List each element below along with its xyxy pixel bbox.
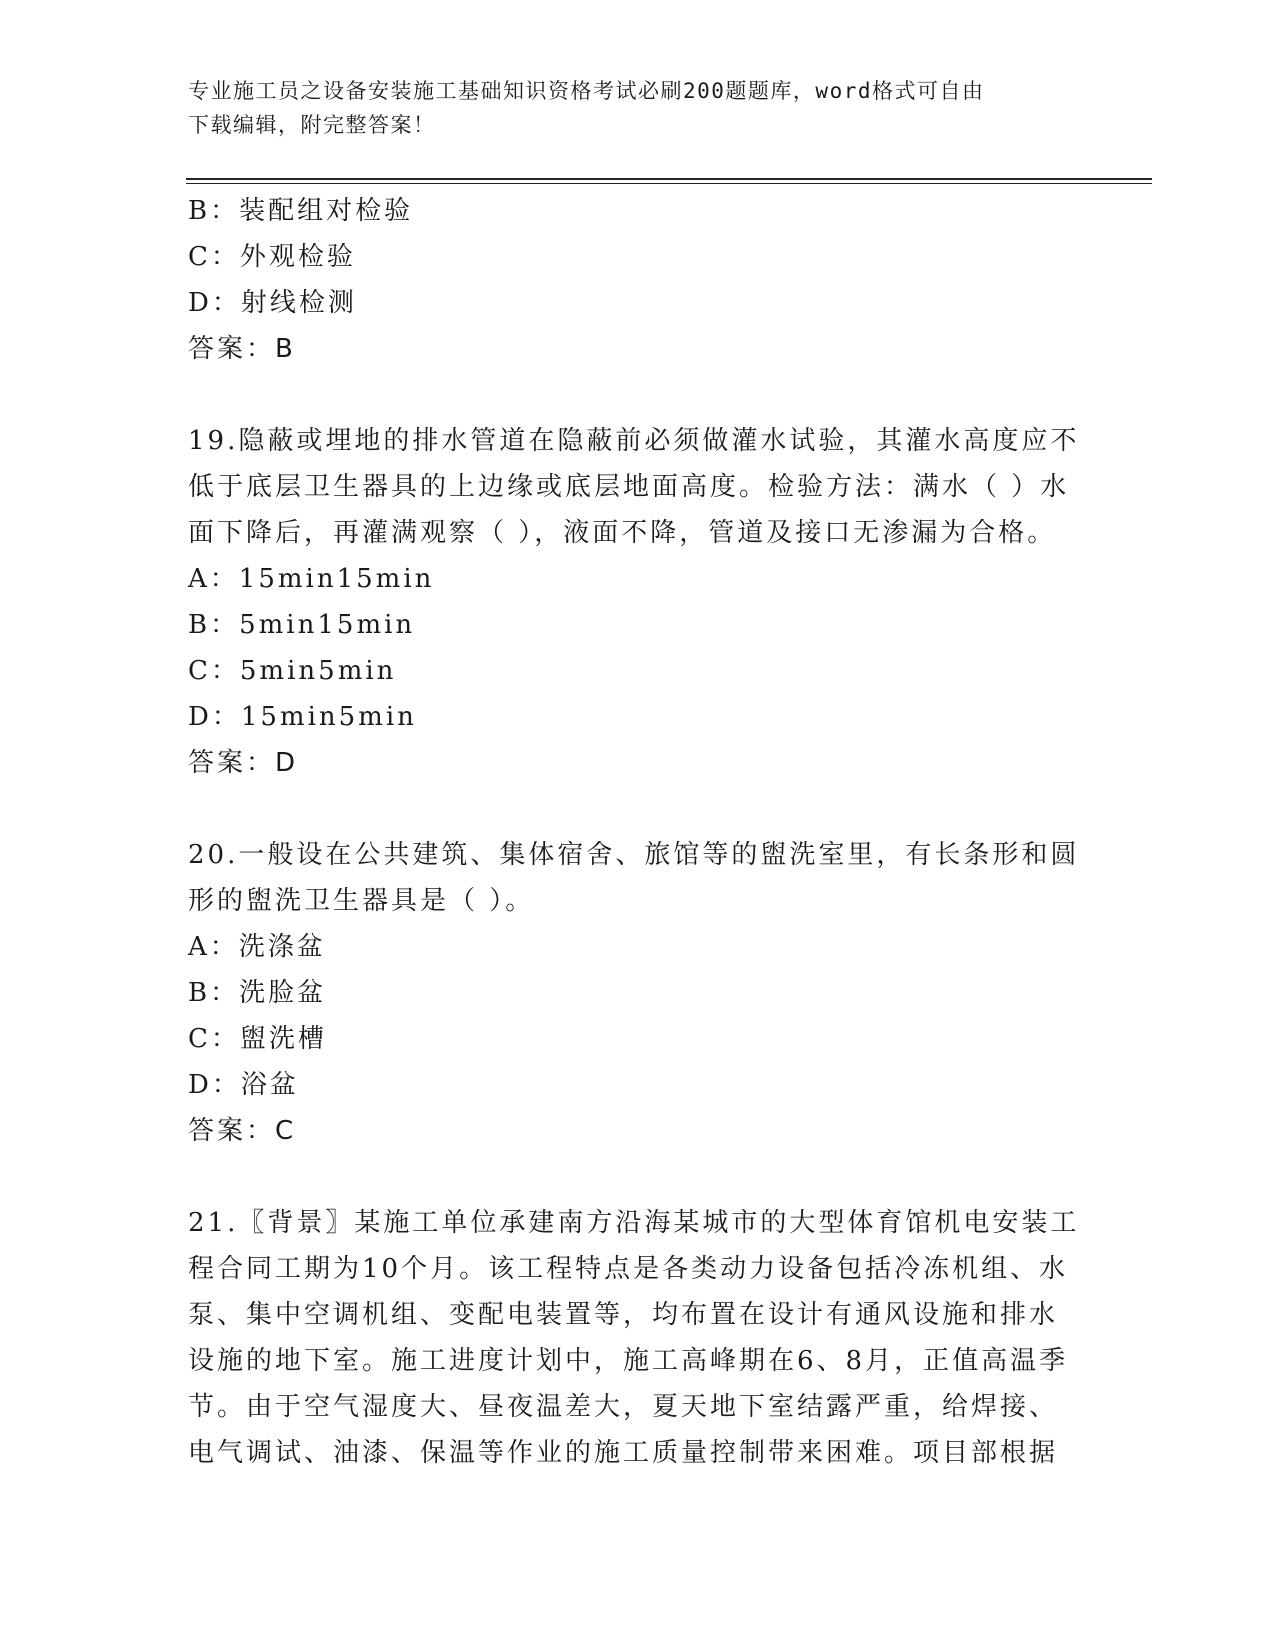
question-text-line: 20.一般设在公共建筑、集体宿舍、旅馆等的盥洗室里，有长条形和圆 (188, 840, 1080, 870)
option-a: A：洗涤盆 (188, 932, 326, 962)
question-19 (188, 418, 1088, 786)
option-b: B：洗脸盆 (188, 978, 327, 1008)
question-text-line: 节。由于空气湿度大、昼夜温差大，夏天地下室结露严重，给焊接、 (188, 1392, 1059, 1422)
answer-line: 答案：C (188, 1116, 297, 1146)
option-d: D：射线检测 (188, 288, 357, 318)
previous-question-block (188, 188, 1088, 372)
option-d: D：15min5min (188, 702, 417, 732)
document-header (188, 74, 1068, 142)
option-c: C：5min5min (188, 656, 397, 686)
spacer (188, 786, 1088, 832)
answer-line: 答案：B (188, 334, 296, 364)
answer-line: 答案：D (188, 748, 299, 778)
option-d: D：浴盆 (188, 1070, 299, 1100)
question-text-line: 设施的地下室。施工进度计划中，施工高峰期在6、8月，正值高温季 (188, 1346, 1069, 1376)
option-a: A：15min15min (188, 564, 435, 594)
option-b: B：装配组对检验 (188, 196, 414, 226)
header-line-2: 下载编辑，附完整答案！ (188, 113, 436, 137)
spacer (188, 1154, 1088, 1200)
spacer (188, 372, 1088, 418)
question-text-line: 泵、集中空调机组、变配电装置等，均布置在设计有通风设施和排水 (188, 1300, 1059, 1330)
header-rule-thick (186, 178, 1152, 180)
question-text-line: 19.隐蔽或埋地的排水管道在隐蔽前必须做灌水试验，其灌水高度应不 (188, 426, 1080, 456)
question-text-line: 形的盥洗卫生器具是（ ）。 (188, 886, 535, 916)
question-text-line: 21.〖背景〗某施工单位承建南方沿海某城市的大型体育馆机电安装工 (188, 1208, 1080, 1238)
question-text-line: 面下降后，再灌满观察（ ），液面不降，管道及接口无渗漏为合格。 (188, 518, 1057, 548)
document-body (188, 188, 1088, 1476)
question-21 (188, 1200, 1088, 1476)
header-rule-thin (186, 183, 1152, 184)
question-text-line: 低于底层卫生器具的上边缘或底层地面高度。检验方法：满水（ ）水 (188, 472, 1070, 502)
question-text-line: 电气调试、油漆、保温等作业的施工质量控制带来困难。项目部根据 (188, 1438, 1059, 1468)
option-c: C：外观检验 (188, 242, 356, 272)
question-20 (188, 832, 1088, 1154)
header-line-1: 专业施工员之设备安装施工基础知识资格考试必刷200题题库，word格式可自由 (188, 79, 985, 103)
question-text-line: 程合同工期为10个月。该工程特点是各类动力设备包括冷冻机组、水 (188, 1254, 1069, 1284)
option-c: C：盥洗槽 (188, 1024, 327, 1054)
option-b: B：5min15min (188, 610, 416, 640)
